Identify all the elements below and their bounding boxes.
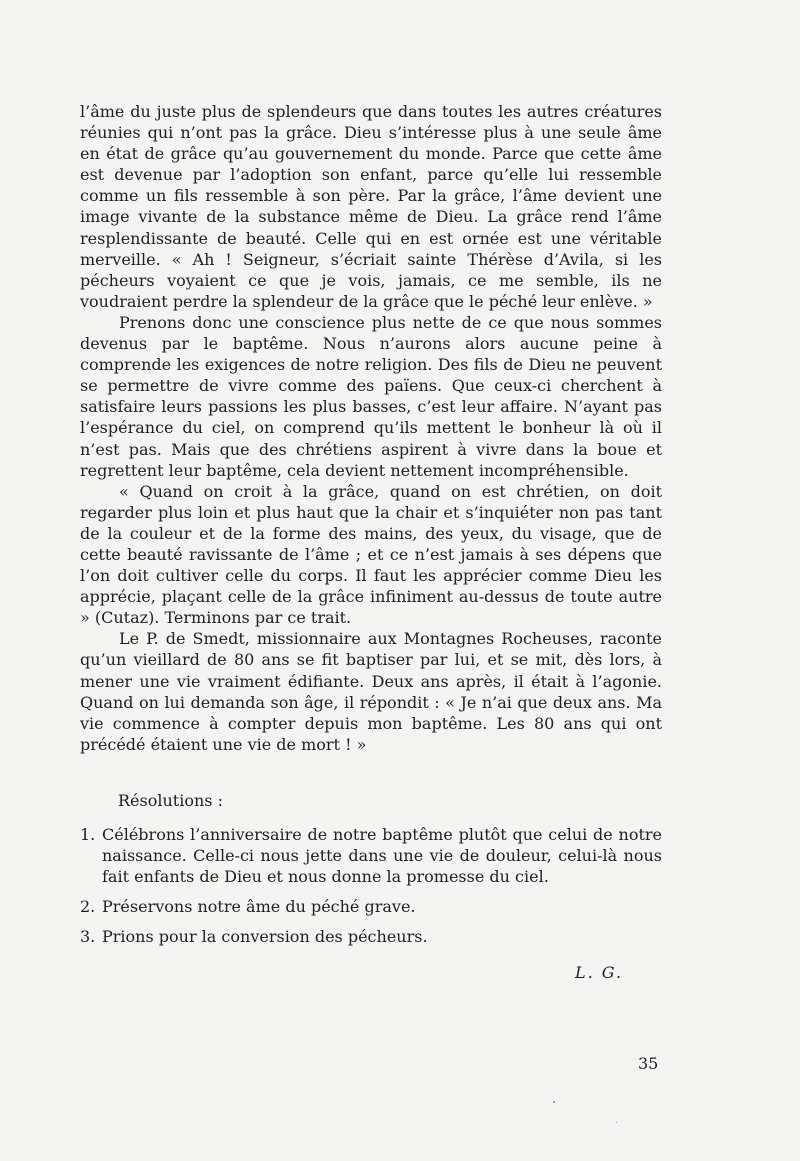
list-item bbox=[80, 896, 662, 917]
paper-speck bbox=[553, 1101, 555, 1103]
list-item-text: Prions pour la conversion des pécheurs. bbox=[102, 927, 428, 947]
resolutions-heading: Résolutions : bbox=[118, 791, 223, 810]
list-item-number: 1. bbox=[80, 825, 96, 844]
paragraph-3: « Quand on croit à la grâce, quand on est chrétien, on doit regarder plus loin et plus haut que la chair et s’inquiéter non pas tant de la couleur et de la forme des mains, des yeux, du visage, que de cette beauté ravissante de l’âme ; et ce n’est jamais à ses dépens que l’on doit cultiver celle du corps. Il faut les apprécier comme Dieu les apprécie, plaçant celle de la grâce infiniment au-dessus de toute autre » (Cutaz). Terminons par ce trait. bbox=[80, 481, 662, 628]
resolutions-list bbox=[80, 824, 662, 956]
list-item-number: 2. bbox=[80, 897, 96, 917]
list-item bbox=[80, 824, 662, 887]
list-item-number: 3. bbox=[80, 927, 96, 947]
paragraph-4: Le P. de Smedt, missionnaire aux Montagnes Rocheuses, raconte qu’un vieillard de 80 ans se fit baptiser par lui, et se mit, dès lors, à mener une vie vraiment édifiante. Deux ans après, il était à l’agonie. Quand on lui demanda son âge, il répondit : « Je n’ai que deux ans. Ma vie commence à compter depuis mon baptême. Les 80 ans qui ont précédé étaient une vie de mort ! » bbox=[80, 629, 662, 754]
paper-speck bbox=[616, 1122, 617, 1123]
paragraph-2: Prenons donc une conscience plus nette de ce que nous sommes devenus par le baptême. Nous n’aurons alors aucune peine à comprende les exigences de notre religion. Des fils de Dieu ne peuvent se permettre de vivre comme des païens. Que ceux-ci cherchent à satisfaire leurs passions les plus basses, c’est leur affaire. N’ayant pas l’espérance du ciel, on comprend qu’ils mettent le bonheur là où il n’est pas. Mais que des chrétiens aspirent à vivre dans la boue et regrettent leur baptême, cela devient nettement incompréhensible. bbox=[80, 312, 662, 480]
body-text bbox=[80, 101, 662, 755]
list-item-text: Préservons notre âme du péché grave. bbox=[102, 897, 416, 917]
list-item bbox=[80, 926, 662, 947]
paragraph-1: l’âme du juste plus de splendeurs que dans toutes les autres créatures réunies qui n’ont pas la grâce. Dieu s’intéresse plus à une seule âme en état de grâce qu’au gouvernement du monde. Parce que cette âme est devenue par l’adoption son enfant, parce qu’elle lui ressemble comme un fils ressemble à son père. Par la grâce, l’âme devient une image vivante de la substance même de Dieu. La grâce rend l’âme resplendissante de beauté. Celle qui en est ornée est une véritable merveille. « Ah ! Seigneur, s’écriait sainte Thérèse d’Avila, si les pécheurs voyaient ce que je vois, jamais, ce me semble, ils ne voudraient perdre la splendeur de la grâce que le péché leur enlève. » bbox=[80, 102, 662, 311]
author-signature: L. G. bbox=[575, 963, 624, 982]
page-number: 35 bbox=[638, 1054, 659, 1073]
list-item-text: Célébrons l’anniversaire de notre baptême plutôt que celui de notre naissance. Celle-ci nous jette dans une vie de douleur, celui-là nous fait enfants de Dieu et nous donne la promesse du ciel. bbox=[102, 825, 662, 887]
